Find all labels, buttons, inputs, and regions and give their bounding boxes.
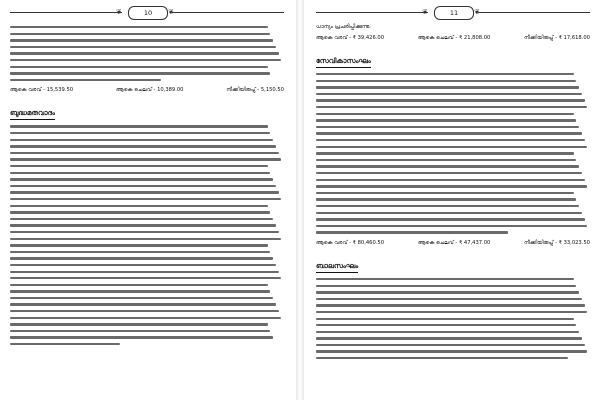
page-number: 11 [434,6,474,20]
text-line [10,262,284,269]
text-line [316,309,590,316]
text-line [10,64,284,71]
text-line [10,216,284,223]
body-paragraph [10,123,284,347]
finance-item: ആകെ ചെലവ് - ₹ 21,808.00 [417,35,491,41]
text-line [10,130,284,137]
text-line [316,111,590,118]
finance-item: ആകെ വരവ് - 15,539.50 [10,87,74,94]
finance-summary-row [316,240,590,247]
text-line [10,137,284,144]
text-line [10,183,284,190]
text-line [316,117,590,124]
body-paragraph [316,71,590,236]
ornament-line [10,12,122,13]
text-line [316,348,590,355]
text-line [316,104,590,111]
text-line [316,183,590,190]
page-header [310,6,596,20]
text-line [10,123,284,130]
text-line [10,189,284,196]
text-line [10,255,284,262]
text-line [10,156,284,163]
text-line [10,150,284,157]
ornament-line [316,12,428,13]
finance-summary-row [316,35,590,42]
ornament-scroll-icon: ❦ [422,8,428,16]
text-line [316,196,590,203]
text-line [10,242,284,249]
text-line [316,78,590,85]
finance-item: ആകെ വരവ് - ₹ 80,460.50 [316,239,385,246]
text-line [10,328,284,335]
text-line [316,282,590,289]
text-line [10,50,284,57]
intro-line: ധാന്യം പ്രചരിപ്പിക്കുന്നു. [316,24,371,30]
text-line [10,229,284,236]
ornament-scroll-icon: ❦ [474,8,480,16]
finance-item: ആകെ ചെലവ് - ₹ 47,437.00 [417,239,491,246]
text-line [10,315,284,322]
text-line [10,57,284,64]
text-line [316,229,590,236]
text-line [316,124,590,131]
text-line [316,223,590,230]
text-line [316,190,590,197]
text-line [10,222,284,229]
text-line [316,157,590,164]
text-line [316,97,590,104]
body-paragraph [316,276,590,362]
text-line [10,334,284,341]
text-line [316,342,590,349]
ornament-scroll-icon: ❦ [116,8,122,16]
text-line [10,249,284,256]
text-line [316,91,590,98]
text-line [10,44,284,51]
text-line [10,37,284,44]
text-line [316,296,590,303]
text-line [316,130,590,137]
left-page [4,6,290,394]
section-heading: ബുദ്ധമതവാദം [10,109,55,120]
right-page [310,6,596,394]
text-line [10,143,284,150]
section-heading: ബാലസംഘം [316,262,358,273]
text-line [316,355,590,362]
text-line [10,295,284,302]
text-line [10,288,284,295]
text-line [10,77,284,84]
ornament-scroll-icon: ❦ [168,8,174,16]
text-line [10,176,284,183]
text-line [316,335,590,342]
text-line [10,341,284,348]
text-line [10,268,284,275]
text-line [316,315,590,322]
text-line [316,163,590,170]
text-line [10,163,284,170]
text-line [316,177,590,184]
finance-item: നീക്കിയിരുപ്പ് - ₹ 17,618.00 [524,35,590,41]
text-line [10,301,284,308]
text-line [316,302,590,309]
text-line [316,150,590,157]
ornament-line [172,12,284,13]
finance-item: നീക്കിയിരുപ്പ് - 5,150.50 [226,87,284,94]
page-number: 10 [128,6,168,20]
finance-item: നീക്കിയിരുപ്പ് - ₹ 33,023.50 [524,239,590,246]
text-line [316,71,590,78]
body-paragraph [10,24,284,83]
text-line [10,24,284,31]
text-line [316,322,590,329]
book-gutter [296,0,304,400]
text-line [10,282,284,289]
page-header [4,6,290,20]
section-heading: സേവികാസംഘം [316,57,371,68]
text-line [10,308,284,315]
text-line [316,329,590,336]
text-line [10,70,284,77]
text-line [10,209,284,216]
text-line [316,209,590,216]
text-line [316,170,590,177]
text-line [316,137,590,144]
text-line [10,31,284,38]
text-line [316,216,590,223]
text-line [316,84,590,91]
finance-item: ആകെ ചെലവ് - 10,389.00 [116,87,184,94]
text-line [10,202,284,209]
text-line [10,321,284,328]
text-line [316,144,590,151]
text-line [10,235,284,242]
text-line [10,196,284,203]
ornament-line [478,12,590,13]
text-line [316,276,590,283]
text-line [316,203,590,210]
text-line [10,275,284,282]
finance-summary-row [10,87,284,94]
finance-item: ആകെ വരവ് - ₹ 39,426.00 [316,35,385,41]
text-line [316,289,590,296]
text-line [10,170,284,177]
